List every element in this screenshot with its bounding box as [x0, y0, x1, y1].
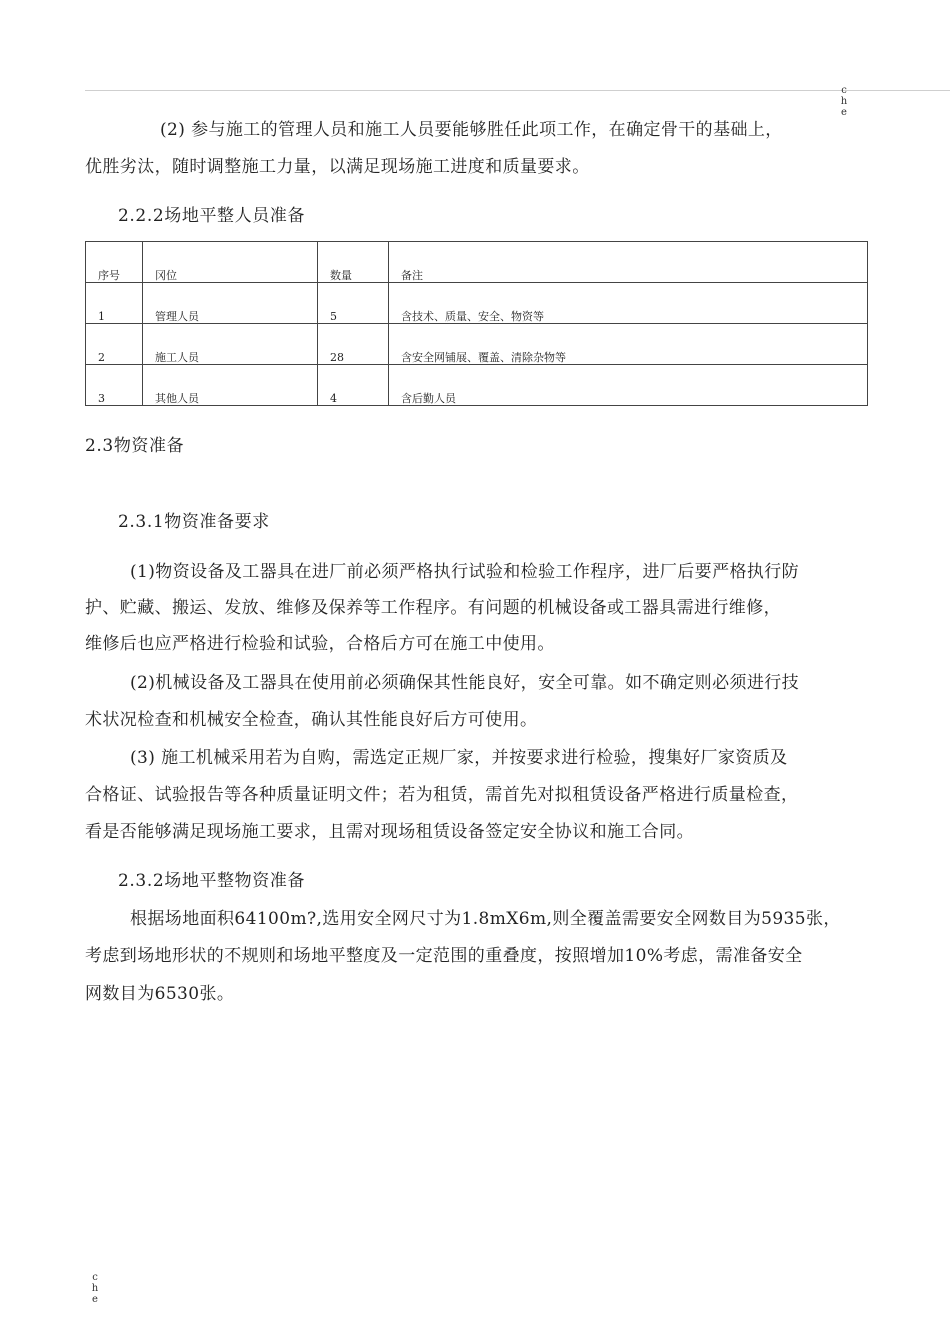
para-management-line1: (2) 参与施工的管理人员和施工人员要能够胜任此项工作，在确定骨干的基础上，: [160, 120, 783, 140]
item2-line1: (2)机械设备及工器具在使用前必须确保其性能良好，安全可靠。如不确定则必须进行技: [130, 673, 800, 693]
table-cell: 含安全网铺展、覆盖、清除杂物等: [389, 324, 868, 365]
table-cell: 28: [318, 324, 389, 365]
heading-2-2-2: 2.2.2场地平整人员准备: [118, 206, 306, 226]
margin-mark-char: e: [841, 107, 847, 118]
table-cell: 5: [318, 283, 389, 324]
table-cell: 1: [86, 283, 143, 324]
materials-line3: 网数目为6530张。: [85, 984, 235, 1004]
header-rule: [85, 90, 950, 91]
table-row: [86, 324, 868, 365]
materials-line1: 根据场地面积64100m?,选用安全网尺寸为1.8mX6m,则全覆盖需要安全网数目为5935张，: [130, 909, 841, 929]
header-cell: 序号: [86, 242, 143, 283]
margin-mark-char: c: [841, 85, 847, 96]
margin-mark-char: h: [840, 96, 848, 107]
margin-mark-char: c: [92, 1272, 98, 1283]
item2-line2: 术状况检查和机械安全检查，确认其性能良好后方可使用。: [85, 710, 538, 730]
materials-line2: 考虑到场地形状的不规则和场地平整度及一定范围的重叠度，按照增加10%考虑，需准备安全: [85, 946, 803, 966]
margin-mark-char: h: [91, 1283, 99, 1294]
header-cell: 冈位: [143, 242, 318, 283]
heading-2-3: 2.3物资准备: [85, 436, 185, 456]
heading-2-3-2: 2.3.2场地平整物资准备: [118, 871, 306, 891]
header-cell: 备注: [389, 242, 868, 283]
margin-mark-bottom: [90, 1272, 100, 1305]
item1-line1: (1)物资设备及工器具在进厂前必须严格执行试验和检验工作程序，进厂后要严格执行防: [130, 562, 800, 582]
table-cell: 含技术、质量、安全、物资等: [389, 283, 868, 324]
table-cell: 3: [86, 365, 143, 406]
heading-2-3-1: 2.3.1物资准备要求: [118, 512, 270, 532]
item1-line2: 护、贮藏、搬运、发放、维修及保养等工作程序。有问题的机械设备或工器具需进行维修，: [85, 598, 781, 618]
margin-mark-top: [839, 85, 849, 118]
table-cell: 管理人员: [143, 283, 318, 324]
table-row: [86, 283, 868, 324]
header-cell: 数量: [318, 242, 389, 283]
table-cell: 其他人员: [143, 365, 318, 406]
table-cell: 4: [318, 365, 389, 406]
table-cell: 施工人员: [143, 324, 318, 365]
table-header-row: [86, 242, 868, 283]
margin-mark-char: e: [92, 1294, 98, 1305]
item3-line1: (3) 施工机械采用若为自购，需选定正规厂家，并按要求进行检验，搜集好厂家资质及: [130, 748, 788, 768]
staff-table: [85, 241, 868, 406]
para-management-line2: 优胜劣汰，随时调整施工力量，以满足现场施工进度和质量要求。: [85, 157, 590, 177]
item1-line3: 维修后也应严格进行检验和试验，合格后方可在施工中使用。: [85, 634, 555, 654]
table-cell: 2: [86, 324, 143, 365]
item3-line3: 看是否能够满足现场施工要求，且需对现场租赁设备签定安全协议和施工合同。: [85, 822, 694, 842]
item3-line2: 合格证、试验报告等各种质量证明文件；若为租赁，需首先对拟租赁设备严格进行质量检查，: [85, 785, 799, 805]
table-row: [86, 365, 868, 406]
table-cell: 含后勤人员: [389, 365, 868, 406]
